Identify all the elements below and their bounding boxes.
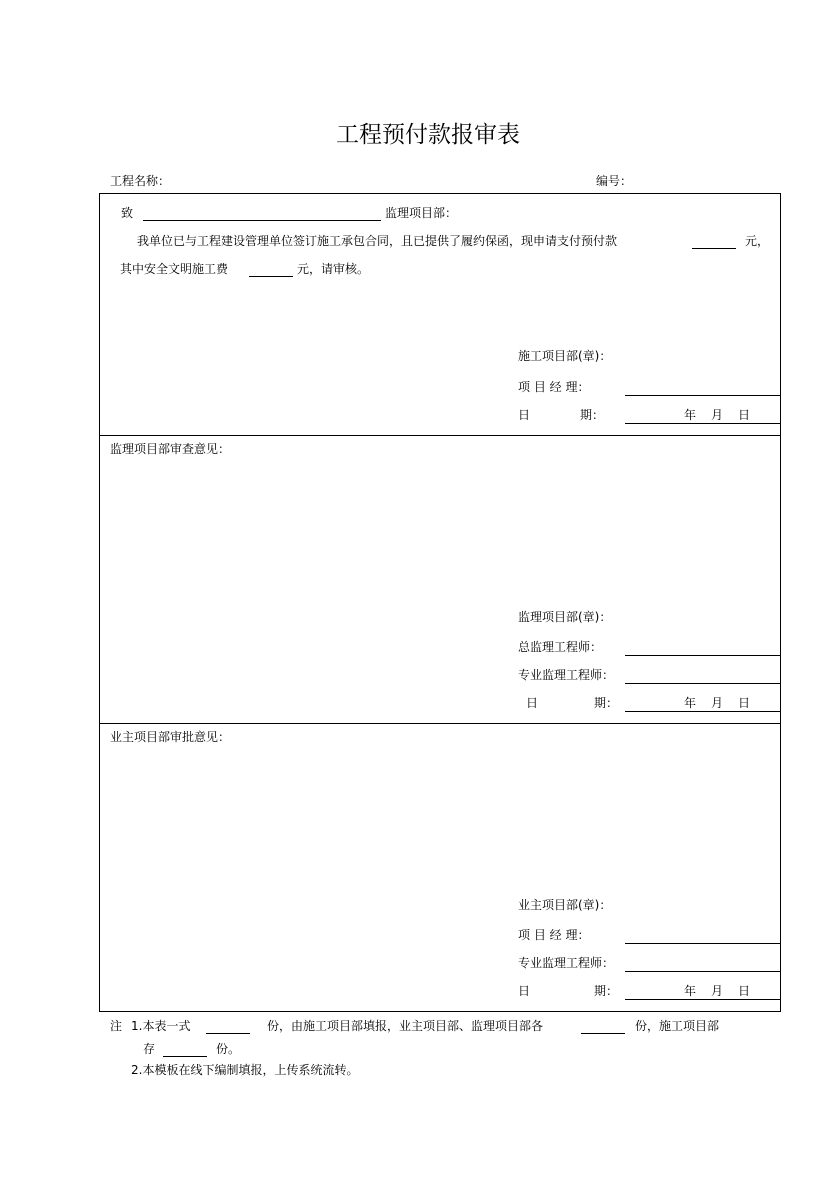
page-title: 工程预付款报审表 (336, 122, 520, 148)
application-body-line2-suffix: 元，请审核。 (297, 262, 370, 276)
supervision-opinion-heading: 监理项目部审查意见： (110, 442, 231, 456)
supervision-seal-label: 监理项目部(章)： (518, 610, 612, 624)
date-day: 日 (738, 696, 751, 710)
number-label: 编号： (596, 174, 633, 188)
date-year: 年 (684, 984, 697, 998)
yuan-label: 元， (745, 234, 770, 248)
section-divider-1 (99, 435, 781, 436)
date-blank[interactable] (625, 423, 780, 424)
owner-specialist-blank[interactable] (625, 971, 780, 972)
supervision-dept-suffix: 监理项目部： (385, 206, 458, 220)
date-month: 月 (711, 696, 724, 710)
copies-keep-blank[interactable] (163, 1056, 207, 1057)
date-year: 年 (684, 408, 697, 422)
chief-engineer-blank[interactable] (625, 655, 780, 656)
date-year: 年 (684, 696, 697, 710)
notes-prefix: 注 (110, 1019, 123, 1033)
project-name-label: 工程名称： (110, 174, 171, 188)
date-label-qi: 期： (594, 984, 619, 998)
date-blank[interactable] (625, 999, 780, 1000)
note2: 2.本模板在线下编制填报，上传系统流转。 (131, 1063, 359, 1077)
date-day: 日 (738, 984, 751, 998)
specialist-engineer-label: 专业监理工程师： (518, 668, 615, 682)
date-month: 月 (711, 408, 724, 422)
section-divider-2 (99, 723, 781, 724)
form-box (99, 193, 781, 1012)
date-label-qi: 期： (594, 696, 619, 710)
note1-part-e: 份。 (216, 1042, 241, 1056)
owner-manager-blank[interactable] (625, 943, 780, 944)
date-label-qi: 期： (580, 408, 605, 422)
date-label-ri: 日 (526, 696, 539, 710)
to-prefix: 致 (121, 206, 134, 220)
owner-specialist-label: 专业监理工程师： (518, 956, 615, 970)
copies-each-blank[interactable] (581, 1033, 625, 1034)
project-manager-label: 项 目 经 理： (518, 380, 590, 394)
advance-amount-blank[interactable] (692, 248, 736, 249)
application-body-line1: 我单位已与工程建设管理单位签订施工承包合同，且已提供了履约保函，现申请支付预付款 (137, 234, 618, 248)
copies-total-blank[interactable] (206, 1033, 250, 1034)
owner-seal-label: 业主项目部(章)： (518, 898, 612, 912)
date-label-ri: 日 (518, 408, 531, 422)
date-blank[interactable] (625, 711, 780, 712)
date-month: 月 (711, 984, 724, 998)
specialist-engineer-blank[interactable] (625, 683, 780, 684)
date-label-ri: 日 (518, 984, 531, 998)
application-body-line2-prefix: 其中安全文明施工费 (120, 262, 229, 276)
note1-part-d: 存 (143, 1042, 156, 1056)
contractor-seal-label: 施工项目部(章)： (518, 349, 612, 363)
date-day: 日 (738, 408, 751, 422)
note1-part-c: 份，施工项目部 (635, 1019, 720, 1033)
supervision-dept-blank[interactable] (143, 220, 381, 221)
note1-part-a: 1.本表一式 (131, 1019, 191, 1033)
note1-part-b: 份，由施工项目部填报，业主项目部、监理项目部各 (267, 1019, 544, 1033)
chief-engineer-label: 总监理工程师： (518, 640, 603, 654)
safety-fee-blank[interactable] (249, 276, 293, 277)
owner-opinion-heading: 业主项目部审批意见： (110, 730, 231, 744)
project-manager-blank[interactable] (625, 395, 780, 396)
owner-manager-label: 项 目 经 理： (518, 928, 590, 942)
